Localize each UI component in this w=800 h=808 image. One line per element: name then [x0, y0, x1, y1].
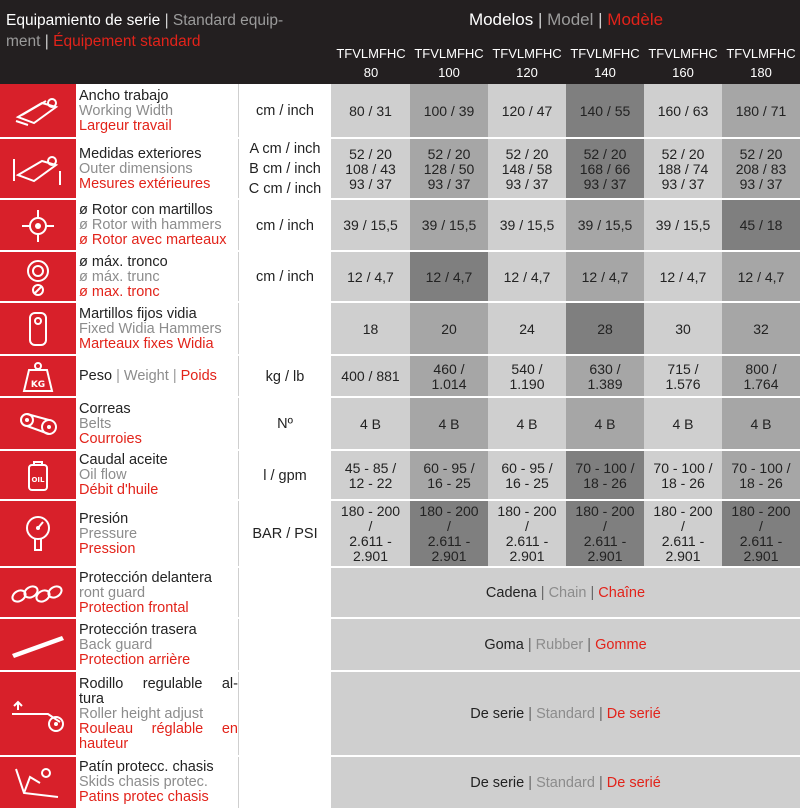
model-size: 100: [438, 65, 460, 80]
value-line: 460 /: [433, 360, 465, 377]
value-line: 1.014: [431, 375, 467, 392]
value-line: 800 /: [745, 360, 777, 377]
value-line: 18 - 26: [739, 474, 783, 491]
value-cell: 4 B: [410, 398, 488, 450]
svg-text:OIL: OIL: [31, 475, 45, 484]
row-hammers: [0, 303, 800, 355]
model-size: 180: [750, 65, 772, 80]
working-width-icon: [0, 84, 76, 138]
row-back-guard: [0, 619, 800, 671]
value-line: 1.764: [743, 375, 779, 392]
outer-dimensions-icon: [0, 139, 76, 199]
value-line: /: [603, 518, 607, 534]
value-cell: 4 B: [566, 398, 644, 450]
value-cell: [488, 501, 566, 567]
oil-icon: [0, 451, 76, 500]
value-b: 168 / 66: [579, 160, 631, 177]
unit-cell: [238, 356, 331, 397]
row-description: [76, 200, 238, 251]
row-description: [76, 398, 238, 450]
model-size: 120: [516, 65, 538, 80]
value-cell: [722, 451, 800, 500]
row-description: [76, 451, 238, 500]
value-cell: [488, 139, 566, 199]
value-c: 93 / 37: [583, 175, 627, 192]
value-es: De serie: [470, 774, 525, 791]
value-line: /: [525, 518, 529, 534]
rubber-icon: [0, 619, 76, 671]
value-line: 180 - 200: [419, 503, 479, 519]
model-header-120: [488, 44, 566, 82]
value-line: 630 /: [589, 360, 621, 377]
equip-es: Equipamiento de serie: [6, 12, 161, 29]
value-cell: 100 / 39: [410, 84, 488, 138]
value-cell: 12 / 4,7: [644, 252, 722, 302]
unit-a: A cm / inch: [249, 141, 321, 157]
label-es: Protección delantera: [79, 569, 212, 586]
value-cell: [722, 501, 800, 567]
value-line: 2.611 -: [661, 533, 705, 549]
value-line: /: [368, 518, 373, 534]
value-line: 2.901: [587, 548, 623, 564]
separator: |: [164, 12, 169, 29]
value-b: 208 / 83: [735, 160, 787, 177]
label-en: Back guard: [79, 636, 153, 653]
value-cell: 12 / 4,7: [566, 252, 644, 302]
value-cell: 80 / 31: [331, 84, 410, 138]
models-en: Model: [547, 10, 594, 29]
value-cell: [566, 139, 644, 199]
unit-cell: [238, 252, 331, 302]
value-fr: Gomme: [595, 637, 647, 653]
separator: |: [527, 637, 532, 653]
value-line: 60 - 95 /: [501, 459, 553, 476]
label-es-line1: Rodillo regulable al-: [79, 675, 238, 692]
label-es: Correas: [79, 400, 131, 417]
value-en: Chain: [548, 585, 587, 601]
row-outer-dimensions: [0, 139, 800, 199]
value-cell: 4 B: [722, 398, 800, 450]
value-a: 52 / 20: [427, 145, 471, 162]
unit-cell: [238, 451, 331, 500]
label-en: Working Width: [79, 102, 174, 119]
value-cell: 39 / 15,5: [644, 200, 722, 251]
value-cell: [410, 451, 488, 500]
value-line: /: [759, 518, 763, 534]
label-es: ø máx. tronco: [79, 253, 168, 270]
label-fr: Débit d'huile: [79, 482, 159, 498]
row-max-trunk: [0, 252, 800, 302]
model-name: TFVLMFHC: [492, 46, 562, 61]
value-cell: 180 / 71: [722, 84, 800, 138]
value-a: 52 / 20: [661, 145, 705, 162]
label-es: Protección trasera: [79, 621, 197, 638]
value-cell: [488, 356, 566, 397]
value-cell: [410, 139, 488, 199]
value-cell: 28: [566, 303, 644, 355]
value-fr: De serié: [606, 774, 661, 791]
value-line: 18 - 26: [661, 474, 705, 491]
value-cell: 45 / 18: [722, 200, 800, 251]
value-cell: 20: [410, 303, 488, 355]
spanning-value: [331, 619, 800, 671]
table-header: [0, 0, 800, 84]
value-c: 93 / 37: [427, 175, 471, 192]
value-line: /: [447, 518, 451, 534]
roller-icon: [0, 672, 76, 756]
row-belts: [0, 398, 800, 450]
model-header-140: [566, 44, 644, 82]
row-description: [76, 757, 238, 808]
separator: |: [44, 33, 49, 50]
spanning-value: [331, 672, 800, 756]
chain-icon: [0, 568, 76, 618]
label-en: ront guard: [79, 584, 146, 601]
separator: |: [528, 774, 533, 791]
value-en: Rubber: [535, 637, 584, 653]
label-fr: Pression: [79, 540, 136, 557]
model-header-160: [644, 44, 722, 82]
value-en: Standard: [536, 706, 595, 722]
value-cell: 24: [488, 303, 566, 355]
label-en: Outer dimensions: [79, 160, 193, 177]
value-cell: [331, 451, 410, 500]
belts-icon: [0, 398, 76, 450]
value-cell: [410, 356, 488, 397]
trunk-icon: [0, 252, 76, 302]
standard-equipment-heading: [6, 10, 326, 52]
value-line: 2.611 -: [583, 533, 627, 549]
value-cell: [644, 356, 722, 397]
equip-en-1: Standard equip-: [172, 12, 284, 29]
unit-b: B cm / inch: [249, 161, 321, 177]
unit-cell: [238, 303, 331, 355]
unit-cell: [238, 672, 331, 756]
value-cell: 12 / 4,7: [488, 252, 566, 302]
row-front-guard: [0, 568, 800, 618]
value-cell: [488, 451, 566, 500]
model-header-80: [332, 44, 410, 82]
value-line: 2.901: [665, 548, 701, 564]
value-line: 16 - 25: [427, 474, 471, 491]
value-es: De serie: [470, 706, 525, 722]
label-en: ø Rotor with hammers: [79, 217, 222, 233]
model-name: TFVLMFHC: [648, 46, 718, 61]
value-fr: Chaîne: [598, 585, 646, 601]
label-en: Weight: [123, 368, 169, 384]
value-es: Cadena: [485, 585, 537, 601]
value-line: 70 - 100 /: [575, 459, 635, 476]
unit: Nº: [277, 416, 293, 432]
value-cell: 30: [644, 303, 722, 355]
row-pressure: [0, 501, 800, 567]
spanning-value: [331, 568, 800, 618]
value-cell: 12 / 4,7: [331, 252, 410, 302]
unit: cm / inch: [255, 217, 314, 234]
skid-icon: [0, 757, 76, 808]
label-fr: Protection frontal: [79, 599, 189, 616]
value-line: 2.901: [352, 548, 389, 564]
separator: |: [587, 637, 592, 653]
model-size: 160: [672, 65, 694, 80]
value-line: 12 - 22: [348, 474, 393, 491]
label-es: ø Rotor con martillos: [79, 202, 213, 218]
models-heading: [332, 10, 800, 30]
value-cell: [331, 356, 410, 397]
weight-icon: [0, 356, 76, 397]
value-a: 52 / 20: [739, 145, 783, 162]
separator: |: [172, 368, 177, 384]
value-line: 180 - 200: [497, 503, 557, 519]
label-en: Fixed Widia Hammers: [79, 320, 222, 337]
separator: |: [590, 585, 595, 601]
label-fr: Patins protec chasis: [79, 789, 209, 805]
label-en: ø máx. trunc: [79, 268, 160, 285]
value-cell: 32: [722, 303, 800, 355]
value-cell: 160 / 63: [644, 84, 722, 138]
value-b: 108 / 43: [345, 160, 396, 177]
value-cell: [410, 501, 488, 567]
value-c: 93 / 37: [505, 175, 549, 192]
label-es: Peso: [79, 368, 113, 384]
value-line: 70 - 100 /: [653, 459, 713, 476]
value-cell: 39 / 15,5: [410, 200, 488, 251]
row-working-width: [0, 84, 800, 138]
value-line: 18 - 26: [583, 474, 627, 491]
value-cell: 39 / 15,5: [566, 200, 644, 251]
model-name: TFVLMFHC: [726, 46, 796, 61]
label-es: Patín protecc. chasis: [79, 759, 214, 775]
row-description: [76, 619, 238, 671]
label-fr: Mesures extérieures: [79, 175, 211, 192]
label-es: Presión: [79, 510, 129, 527]
row-description: [76, 303, 238, 355]
unit-cell: [238, 757, 331, 808]
value-line: 2.611 -: [427, 533, 471, 549]
unit: kg / lb: [265, 368, 305, 385]
label-es: Martillos fijos vidia: [79, 305, 197, 322]
models-es: Modelos: [468, 10, 534, 29]
value-line: 2.611 -: [739, 533, 783, 549]
value-en: Standard: [536, 774, 595, 791]
separator: |: [598, 774, 603, 791]
value-cell: [644, 501, 722, 567]
unit-c: C cm / inch: [248, 181, 322, 197]
value-cell: [644, 139, 722, 199]
unit-cell: [238, 139, 331, 199]
value-fr: De serié: [606, 706, 661, 722]
unit-cell: [238, 398, 331, 450]
pressure-icon: [0, 501, 76, 567]
unit: cm / inch: [255, 103, 314, 119]
unit-cell: [238, 200, 331, 251]
value-cell: [644, 451, 722, 500]
spanning-value: [331, 757, 800, 808]
value-b: 128 / 50: [423, 160, 475, 177]
value-b: 148 / 58: [501, 160, 553, 177]
row-description: [76, 568, 238, 618]
value-c: 93 / 37: [739, 175, 783, 192]
svg-text:KG: KG: [30, 379, 46, 390]
row-roller-height: [0, 672, 800, 756]
unit: cm / inch: [255, 269, 314, 285]
label-fr: Protection arrière: [79, 651, 191, 668]
value-line: 16 - 25: [505, 474, 549, 491]
value-cell: 4 B: [331, 398, 410, 450]
row-description: [76, 672, 238, 756]
separator: |: [537, 10, 543, 29]
value-line: 540 /: [511, 360, 543, 377]
value-line: 70 - 100 /: [731, 459, 791, 476]
unit-cell: [238, 501, 331, 567]
label-fr: Marteaux fixes Widia: [79, 335, 214, 352]
value-cell: 4 B: [644, 398, 722, 450]
unit: BAR / PSI: [252, 526, 318, 542]
model-name: TFVLMFHC: [336, 46, 406, 61]
value-a: 52 / 20: [583, 145, 627, 162]
equip-fr: Équipement standard: [53, 33, 201, 50]
row-skids: [0, 757, 800, 808]
value-cell: [566, 451, 644, 500]
separator: |: [528, 706, 533, 722]
value-cell: 39 / 15,5: [488, 200, 566, 251]
value-es: Goma: [484, 637, 524, 653]
value-line: 2.901: [743, 548, 779, 564]
label-es: Ancho trabajo: [79, 87, 169, 104]
label-en: Oil flow: [79, 467, 127, 483]
label-en: Skids chasis protec.: [79, 774, 208, 790]
value-cell: [331, 501, 410, 567]
value-line: 2.611 -: [349, 533, 392, 549]
label-fr-line2: hauteur: [79, 735, 129, 752]
value-line: 45 - 85 /: [344, 459, 397, 476]
value-cell: [722, 139, 800, 199]
value-line: 1.190: [509, 375, 545, 392]
row-oil-flow: [0, 451, 800, 500]
value-cell: 18: [331, 303, 410, 355]
value-a: 52 / 20: [349, 145, 392, 162]
models-fr: Modèle: [607, 10, 664, 29]
label-es: Caudal aceite: [79, 452, 168, 468]
value-cell: [566, 356, 644, 397]
label-en: Roller height adjust: [79, 705, 204, 722]
value-line: /: [681, 518, 685, 534]
value-line: 180 - 200: [731, 503, 791, 519]
separator: |: [540, 585, 545, 601]
label-fr: ø Rotor avec marteaux: [79, 232, 227, 248]
separator: |: [598, 706, 603, 722]
value-c: 93 / 37: [661, 175, 705, 192]
value-c: 93 / 37: [349, 175, 392, 192]
label-en: Pressure: [79, 525, 138, 542]
value-cell: 4 B: [488, 398, 566, 450]
unit-cell: [238, 619, 331, 671]
value-line: 180 - 200: [575, 503, 635, 519]
row-description: [76, 84, 238, 138]
hammer-icon: [0, 303, 76, 355]
value-cell: [566, 501, 644, 567]
value-line: 2.901: [431, 548, 467, 564]
value-line: 180 - 200: [653, 503, 713, 519]
row-description: [76, 356, 238, 397]
value-b: 188 / 74: [657, 160, 709, 177]
row-description: [76, 139, 238, 199]
equip-en-2: ment: [6, 33, 41, 50]
label-fr: Poids: [180, 368, 217, 384]
label-fr: Courroies: [79, 430, 142, 447]
unit: l / gpm: [263, 467, 307, 484]
value-line: 60 - 95 /: [423, 459, 475, 476]
value-cell: 12 / 4,7: [722, 252, 800, 302]
label-es-line2: tura: [79, 690, 104, 707]
label-fr: ø max. tronc: [79, 283, 160, 300]
row-rotor: [0, 200, 800, 251]
value-line: 400 / 881: [341, 368, 400, 384]
model-name: TFVLMFHC: [414, 46, 484, 61]
value-a: 52 / 20: [505, 145, 549, 162]
value-line: 1.389: [587, 375, 623, 392]
unit-cell: [238, 84, 331, 138]
row-description: [76, 501, 238, 567]
value-cell: 140 / 55: [566, 84, 644, 138]
value-cell: 12 / 4,7: [410, 252, 488, 302]
value-line: 180 - 200: [340, 503, 401, 519]
value-cell: 120 / 47: [488, 84, 566, 138]
model-name: TFVLMFHC: [570, 46, 640, 61]
model-header-180: [722, 44, 800, 82]
model-header-100: [410, 44, 488, 82]
value-cell: [722, 356, 800, 397]
value-line: 1.576: [665, 375, 701, 392]
separator: |: [116, 368, 120, 384]
value-cell: [331, 139, 410, 199]
value-cell: 39 / 15,5: [331, 200, 410, 251]
model-size: 140: [594, 65, 616, 80]
rotor-icon: [0, 200, 76, 251]
row-weight: [0, 356, 800, 397]
label-en: Belts: [79, 415, 112, 432]
value-line: 715 /: [667, 360, 699, 377]
label-es: Medidas exteriores: [79, 145, 202, 162]
model-size: 80: [363, 65, 379, 80]
separator: |: [598, 10, 603, 29]
unit-cell: [238, 568, 331, 618]
label-fr-line1: Rouleau réglable en: [79, 720, 238, 737]
value-line: 2.611 -: [505, 533, 549, 549]
label-fr: Largeur travail: [79, 117, 172, 134]
value-line: 2.901: [509, 548, 545, 564]
row-description: [76, 252, 238, 302]
